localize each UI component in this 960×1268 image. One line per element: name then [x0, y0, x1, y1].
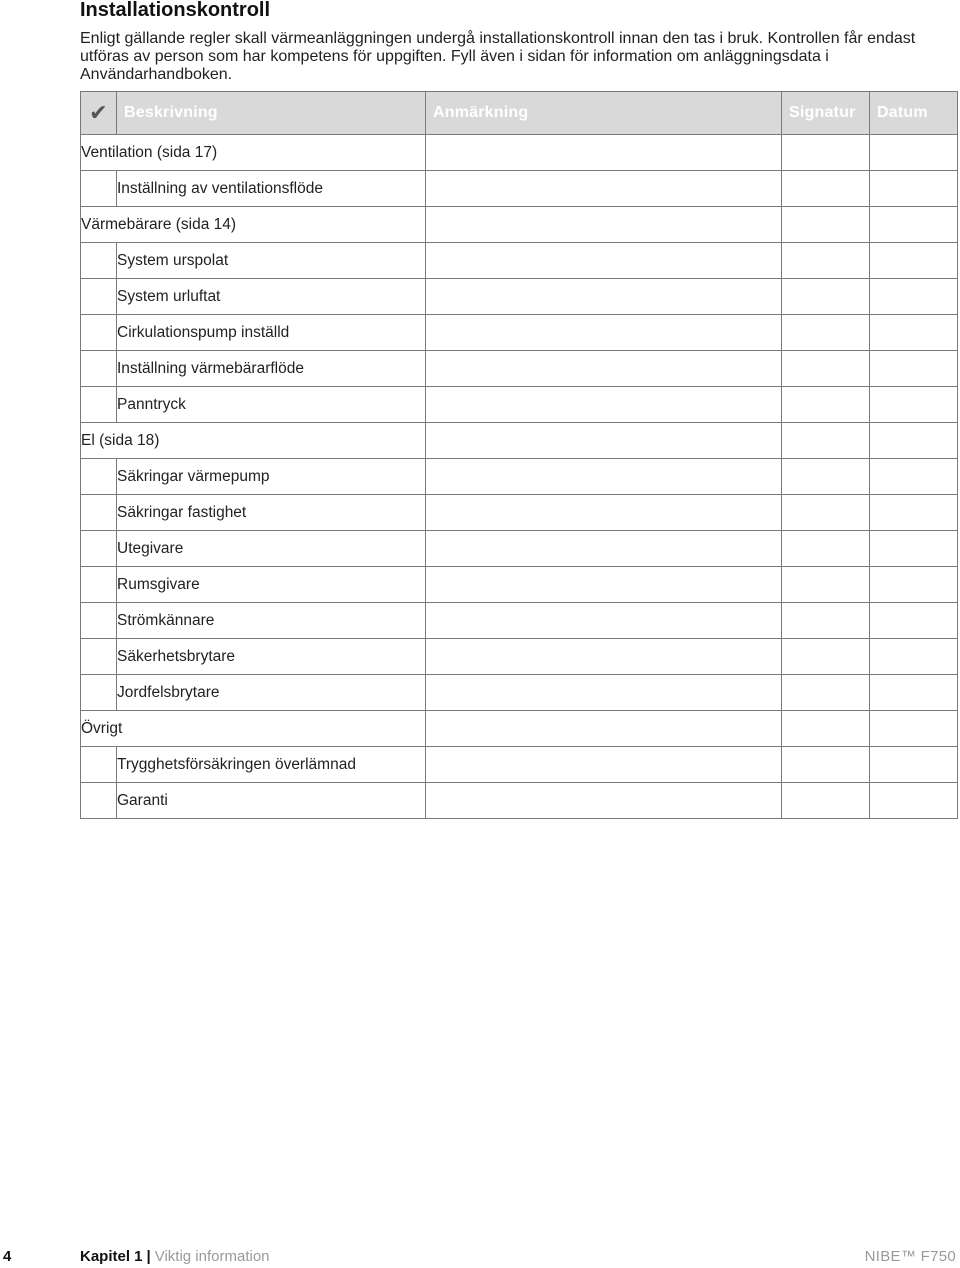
table-row — [81, 747, 958, 783]
remark-cell[interactable] — [426, 747, 782, 783]
check-cell[interactable] — [81, 783, 117, 819]
checklist-body — [81, 135, 958, 819]
signature-cell[interactable] — [782, 423, 870, 459]
remark-cell[interactable] — [426, 531, 782, 567]
item-label: Panntryck — [117, 387, 426, 423]
item-label: Garanti — [117, 783, 426, 819]
item-label: Inställning värmebärarflöde — [117, 351, 426, 387]
signature-cell[interactable] — [782, 243, 870, 279]
column-header-description: Beskrivning — [117, 92, 426, 135]
page-footer — [0, 1248, 960, 1268]
signature-cell[interactable] — [782, 603, 870, 639]
chapter-name: Kapitel 1 — [80, 1248, 143, 1265]
chapter-subject: Viktig information — [154, 1248, 270, 1265]
date-cell[interactable] — [870, 711, 958, 747]
date-cell[interactable] — [870, 531, 958, 567]
date-cell[interactable] — [870, 171, 958, 207]
remark-cell[interactable] — [426, 675, 782, 711]
page-title: Installationskontroll — [80, 0, 271, 21]
check-cell[interactable] — [81, 567, 117, 603]
date-cell[interactable] — [870, 279, 958, 315]
checkmark-icon: ✔ — [81, 92, 117, 135]
date-cell[interactable] — [870, 135, 958, 171]
table-row — [81, 315, 958, 351]
date-cell[interactable] — [870, 495, 958, 531]
section-label: Värmebärare (sida 14) — [81, 207, 426, 243]
column-header-signature: Signatur — [782, 92, 870, 135]
signature-cell[interactable] — [782, 567, 870, 603]
chapter-separator: | — [146, 1248, 151, 1265]
section-row — [81, 423, 958, 459]
signature-cell[interactable] — [782, 351, 870, 387]
section-row — [81, 711, 958, 747]
check-cell[interactable] — [81, 603, 117, 639]
signature-cell[interactable] — [782, 783, 870, 819]
table-row — [81, 171, 958, 207]
item-label: System urluftat — [117, 279, 426, 315]
column-header-date: Datum — [870, 92, 958, 135]
table-row — [81, 675, 958, 711]
signature-cell[interactable] — [782, 711, 870, 747]
signature-cell[interactable] — [782, 495, 870, 531]
signature-cell[interactable] — [782, 207, 870, 243]
remark-cell[interactable] — [426, 783, 782, 819]
table-row — [81, 567, 958, 603]
signature-cell[interactable] — [782, 279, 870, 315]
signature-cell[interactable] — [782, 747, 870, 783]
table-row — [81, 603, 958, 639]
table-row — [81, 531, 958, 567]
table-row — [81, 351, 958, 387]
item-label: Säkringar fastighet — [117, 495, 426, 531]
check-cell[interactable] — [81, 639, 117, 675]
signature-cell[interactable] — [782, 459, 870, 495]
date-cell[interactable] — [870, 387, 958, 423]
remark-cell[interactable] — [426, 315, 782, 351]
signature-cell[interactable] — [782, 171, 870, 207]
check-cell[interactable] — [81, 315, 117, 351]
product-name: NIBE™ F750 — [864, 1248, 956, 1265]
table-row — [81, 387, 958, 423]
remark-cell[interactable] — [426, 171, 782, 207]
section-label: Övrigt — [81, 711, 426, 747]
signature-cell[interactable] — [782, 675, 870, 711]
item-label: Inställning av ventilationsflöde — [117, 171, 426, 207]
date-cell[interactable] — [870, 567, 958, 603]
remark-cell[interactable] — [426, 135, 782, 171]
section-label: Ventilation (sida 17) — [81, 135, 426, 171]
signature-cell[interactable] — [782, 387, 870, 423]
date-cell[interactable] — [870, 603, 958, 639]
section-row — [81, 207, 958, 243]
signature-cell[interactable] — [782, 639, 870, 675]
table-row — [81, 279, 958, 315]
check-cell[interactable] — [81, 459, 117, 495]
check-cell[interactable] — [81, 495, 117, 531]
item-label: Strömkännare — [117, 603, 426, 639]
check-cell[interactable] — [81, 675, 117, 711]
check-cell[interactable] — [81, 279, 117, 315]
page-number: 4 — [3, 1248, 12, 1265]
remark-cell[interactable] — [426, 459, 782, 495]
table-row — [81, 639, 958, 675]
installation-checklist-table — [80, 91, 958, 819]
date-cell[interactable] — [870, 459, 958, 495]
check-cell[interactable] — [81, 747, 117, 783]
date-cell[interactable] — [870, 675, 958, 711]
date-cell[interactable] — [870, 243, 958, 279]
section-label: El (sida 18) — [81, 423, 426, 459]
remark-cell[interactable] — [426, 711, 782, 747]
date-cell[interactable] — [870, 423, 958, 459]
item-label: Trygghetsförsäkringen överlämnad — [117, 747, 426, 783]
item-label: Säkerhetsbrytare — [117, 639, 426, 675]
remark-cell[interactable] — [426, 387, 782, 423]
chapter-label — [80, 1248, 270, 1265]
remark-cell[interactable] — [426, 207, 782, 243]
date-cell[interactable] — [870, 351, 958, 387]
remark-cell[interactable] — [426, 639, 782, 675]
date-cell[interactable] — [870, 747, 958, 783]
table-header-row — [81, 92, 958, 135]
remark-cell[interactable] — [426, 495, 782, 531]
remark-cell[interactable] — [426, 603, 782, 639]
check-cell[interactable] — [81, 387, 117, 423]
intro-paragraph: Enligt gällande regler skall värmeanläggningen undergå installationskontroll innan den tas i bruk. Kontrollen får endast utföras av person som har kompetens för uppgiften. Fyll även i sidan för information om anläggningsdata i Användarhandboken. — [80, 30, 916, 83]
table-row — [81, 783, 958, 819]
date-cell[interactable] — [870, 315, 958, 351]
item-label: Utegivare — [117, 531, 426, 567]
check-cell[interactable] — [81, 531, 117, 567]
item-label: Säkringar värmepump — [117, 459, 426, 495]
table-row — [81, 243, 958, 279]
date-cell[interactable] — [870, 783, 958, 819]
date-cell[interactable] — [870, 207, 958, 243]
check-cell[interactable] — [81, 243, 117, 279]
date-cell[interactable] — [870, 639, 958, 675]
remark-cell[interactable] — [426, 567, 782, 603]
table-row — [81, 495, 958, 531]
check-cell[interactable] — [81, 351, 117, 387]
item-label: System urspolat — [117, 243, 426, 279]
remark-cell[interactable] — [426, 243, 782, 279]
signature-cell[interactable] — [782, 315, 870, 351]
check-cell[interactable] — [81, 171, 117, 207]
signature-cell[interactable] — [782, 531, 870, 567]
item-label: Rumsgivare — [117, 567, 426, 603]
section-row — [81, 135, 958, 171]
item-label: Jordfelsbrytare — [117, 675, 426, 711]
item-label: Cirkulationspump inställd — [117, 315, 426, 351]
table-row — [81, 459, 958, 495]
remark-cell[interactable] — [426, 351, 782, 387]
remark-cell[interactable] — [426, 279, 782, 315]
signature-cell[interactable] — [782, 135, 870, 171]
remark-cell[interactable] — [426, 423, 782, 459]
column-header-remark: Anmärkning — [426, 92, 782, 135]
